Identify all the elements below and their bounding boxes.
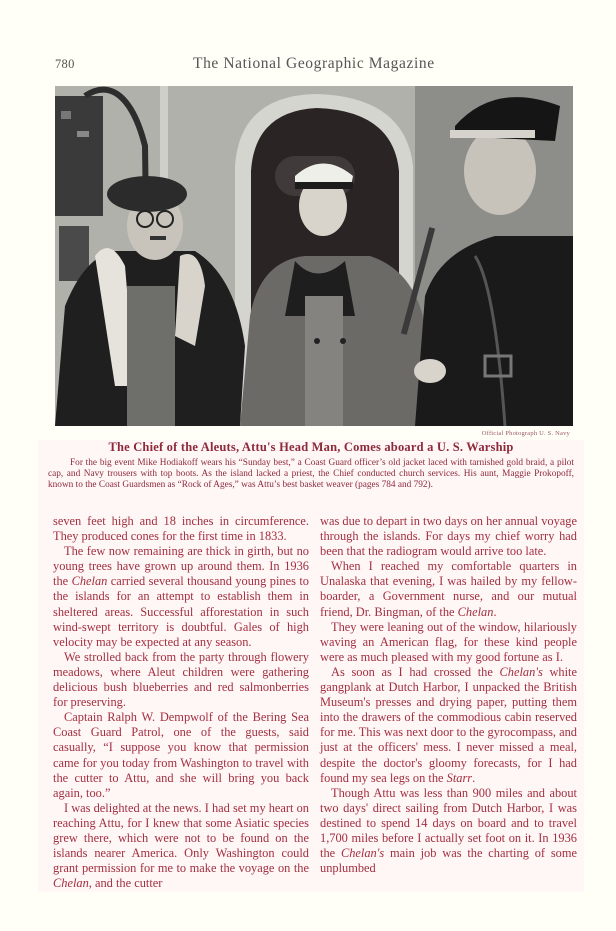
page-number: 780 xyxy=(55,57,75,71)
caption-title: The Chief of the Aleuts, Attu's Head Man, Comes aboard a U. S. Warship xyxy=(108,440,514,454)
photo-credit: Official Photograph U. S. Navy xyxy=(481,430,570,437)
paragraph xyxy=(53,514,309,544)
paragraph xyxy=(320,514,577,559)
paragraph-text: When I reached my comfortable quarters in Unalaska that evening, I was hailed by my fellow-boarder, a Government nurse, and our mutual friend, Dr. Bingman, of the xyxy=(320,559,577,619)
ship-name: Chelan's xyxy=(499,664,543,679)
paragraph-text: We strolled back from the party through flowery meadows, where Aleut children were gathering delicious bush blueberries and red salmonberries for preserving. xyxy=(53,649,309,710)
paragraph-text: seven feet high and 18 inches in circumference. They produced cones for the first time in 1833. xyxy=(53,514,309,544)
paragraph-text: . xyxy=(472,770,476,785)
paragraph-text: main job was the charting of some unplumbed xyxy=(320,846,577,876)
paragraph-text: Though Attu was less than 900 miles and about two days' direct sailing from Dutch Harbor, I was destined to spend 14 days on board and to travel 1,700 miles before I actually set foot on it. In 1936 the xyxy=(320,785,577,861)
paragraph-text: was due to depart in two days on her annual voyage through the islands. For days my chief worry had been that the radiogram would arrive too late. xyxy=(320,514,577,559)
paragraph-text: The few now remaining are thick in girth, but no young trees have grown up around them. In 1936 the xyxy=(53,544,309,589)
ship-name: Chelan's xyxy=(340,846,385,861)
ship-name: Chelan xyxy=(71,574,108,589)
paragraph xyxy=(53,710,309,801)
paragraph xyxy=(320,665,577,786)
paragraph-text: As soon as I had crossed the xyxy=(331,664,500,679)
paragraph xyxy=(53,650,309,710)
article-column-left xyxy=(53,514,309,891)
running-head xyxy=(55,55,575,75)
photograph xyxy=(55,86,573,426)
ship-name: Chelan xyxy=(457,604,494,619)
paragraph xyxy=(320,620,577,665)
ship-name: Chelan xyxy=(53,876,89,891)
paragraph-text: carried several thousand young pines to the islands for an attempt to establish them in sheltered areas. Successful afforestation in such wind-swept territory is doubtful. Gales of high velocity may be expected at any season. xyxy=(53,574,309,649)
paragraph-text: They were leaning out of the window, hilariously waving an American flag, for these kind people were as much pleased with my good fortune as I. xyxy=(320,619,577,664)
caption-body: For the big event Mike Hodiakoff wears his “Sunday best,” a Coast Guard officer’s old jacket laced with tarnished gold braid, a pilot cap, and Navy trousers with top boots. As the island lacked a priest, the Chief conducted church services. His aunt, Maggie Prokopoff, known to the Coast Guardsmen as “Rock of Ages,” was Attu’s best basket weaver (pages 784 and 792). xyxy=(48,458,574,490)
paragraph-text: white gangplank at Dutch Harbor, I unpacked the British Museum's presses and drying paper, putting them into the drawers of the commodious cabin reserved for me. This was next door to the gyrocompass, and just at the officers' mess. I never missed a meal, despite the doctor's gloomy forecasts, for I had found my sea legs on the xyxy=(320,664,577,785)
ship-name: Starr xyxy=(446,770,473,785)
paragraph xyxy=(53,544,309,650)
paragraph xyxy=(53,801,309,892)
paragraph-text: , and the cutter xyxy=(88,876,163,891)
paragraph-text: I was delighted at the news. I had set my heart on reaching Attu, for I knew that some Asiatic species grew there, which were not to be found on the islands nearer America. Only Washington could grant permission for me to make the voyage on the xyxy=(53,800,309,876)
paragraph xyxy=(320,786,577,877)
paragraph-text: Captain Ralph W. Dempwolf of the Bering Sea Coast Guard Patrol, one of the guests, said casually, “I suppose you know that permission came for you today from Washington to travel with the cutter to Attu, and she will bring you back again, too.” xyxy=(53,710,309,800)
paragraph-text: . xyxy=(493,604,497,619)
paragraph xyxy=(320,559,577,619)
article-column-right xyxy=(320,514,577,876)
magazine-title: The National Geographic Magazine xyxy=(193,55,435,72)
